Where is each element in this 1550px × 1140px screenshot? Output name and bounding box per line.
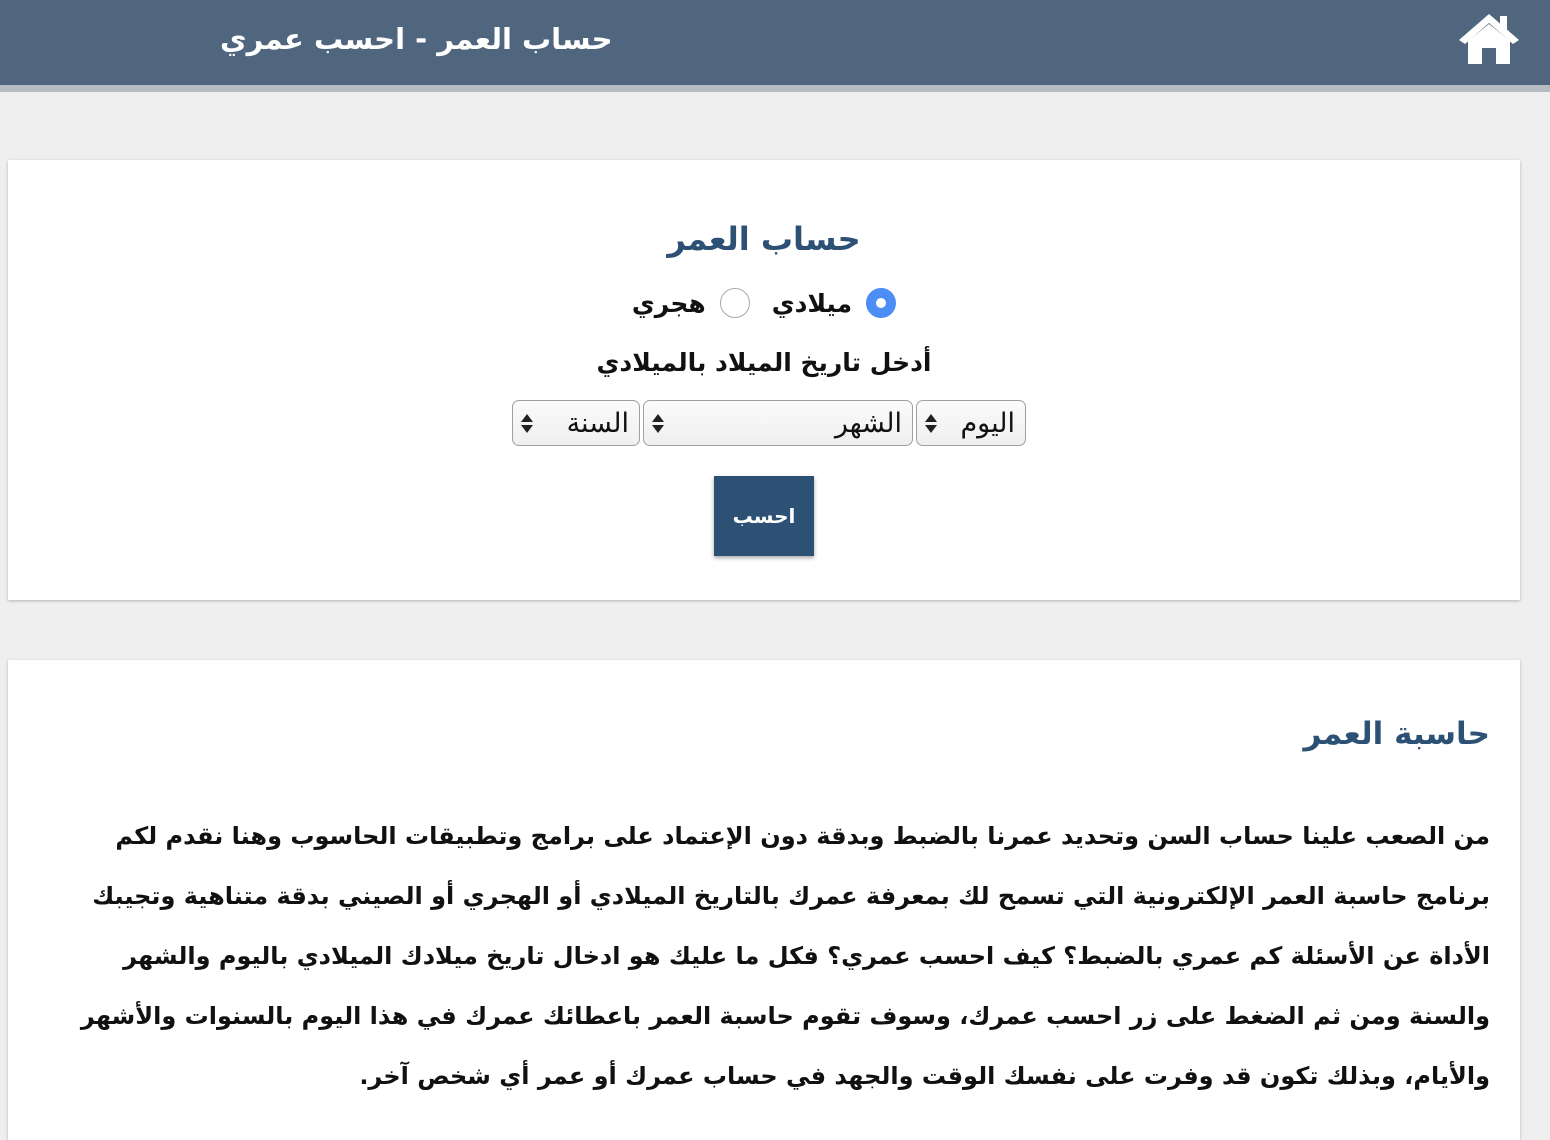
radio-gregorian-label: ميلادي: [771, 288, 853, 318]
updown-arrows-icon: [521, 414, 533, 433]
radio-hijri[interactable]: [632, 288, 750, 318]
calculate-button[interactable]: احسب: [714, 476, 814, 556]
info-paragraph: من الصعب علينا حساب السن وتحديد عمرنا بالضبط وبدقة دون الإعتماد على برامج وتطبيقات الحاسوب وهنا نقدم لكم برنامج حاسبة العمر الإلكترونية التي تسمح لك بمعرفة عمرك بالتاريخ الميلادي أو الهجري أو الصيني بدقة متناهية وتجيبك الأداة عن الأسئلة كم عمري بالضبط؟ كيف احسب عمري؟ فكل ما عليك هو ادخال تاريخ ميلادك الميلادي باليوم والشهر والسنة ومن ثم الضغط على زر احسب عمرك، وسوف تقوم حاسبة العمر باعطائك عمرك في هذا اليوم بالسنوات والأشهر والأيام، وبذلك تكون قد وفرت على نفسك الوقت والجهد في حساب عمرك أو عمر أي شخص آخر.: [80, 822, 1490, 1090]
home-icon[interactable]: [1456, 10, 1522, 66]
page-title: حساب العمر - احسب عمري: [220, 22, 613, 56]
info-card: [8, 660, 1520, 1140]
calculator-title: حساب العمر: [667, 220, 861, 258]
year-select[interactable]: [512, 400, 640, 446]
radio-hijri-label: هجري: [631, 288, 706, 318]
year-select-value: السنة: [566, 407, 629, 439]
top-header: [0, 0, 1550, 92]
day-select[interactable]: [916, 400, 1026, 446]
age-calculator-card: [8, 160, 1520, 600]
month-select-value: الشهر: [834, 407, 902, 439]
info-title: حاسبة العمر: [1303, 716, 1490, 752]
updown-arrows-icon: [652, 414, 664, 433]
updown-arrows-icon: [925, 414, 937, 433]
birthdate-selects: [512, 400, 1026, 446]
month-select[interactable]: [643, 400, 913, 446]
day-select-value: اليوم: [960, 407, 1015, 439]
radio-gregorian[interactable]: [772, 288, 896, 318]
radio-gregorian-circle[interactable]: [866, 288, 896, 318]
calendar-type-radio-group: [8, 288, 1520, 318]
birthdate-prompt: أدخل تاريخ الميلاد بالميلادي: [596, 348, 932, 377]
radio-hijri-circle[interactable]: [720, 288, 750, 318]
